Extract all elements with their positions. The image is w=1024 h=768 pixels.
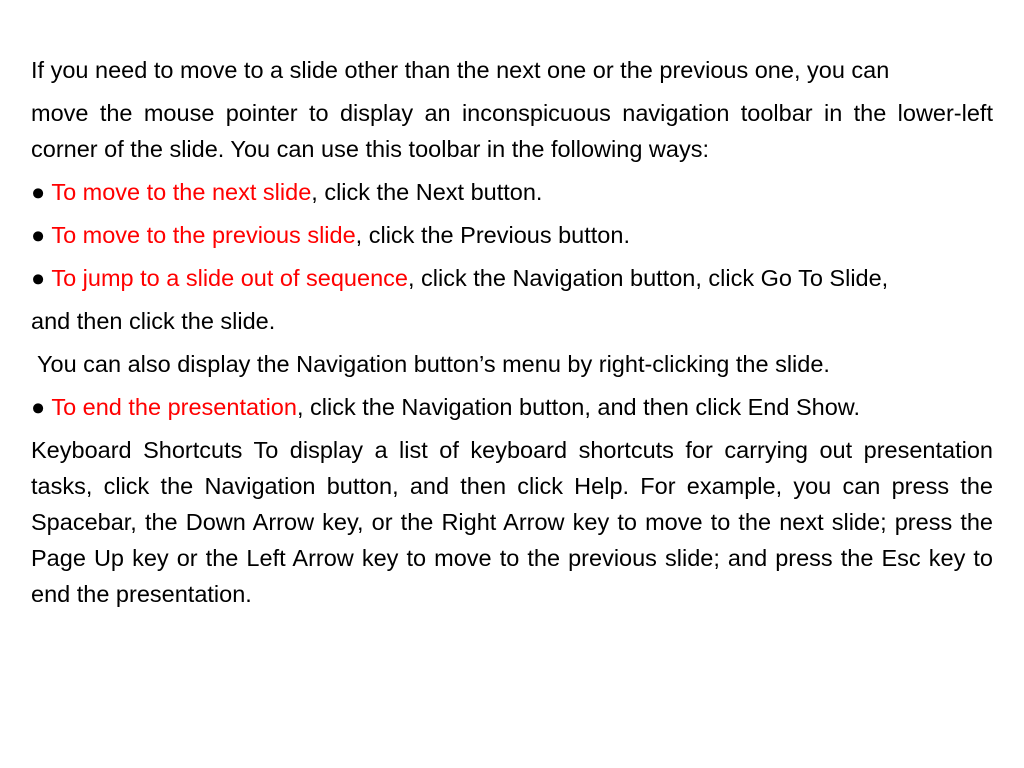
intro-paragraph: If you need to move to a slide other than the next one or the previous one, you can	[31, 57, 890, 83]
bullet-highlight: To move to the next slide	[51, 179, 312, 205]
keyboard-shortcuts-paragraph: Keyboard Shortcuts To display a list of keyboard shortcuts for carrying out presentation tasks, click the Navigation button, and then click Help. For example, you can press the Spacebar, the Down Arrow key, or the Right Arrow key to move to the next slide; press the Page Up key or the Left Arrow key to move to the previous slide; and press the Esc key to end the presentation.	[31, 437, 993, 607]
bullet-end-presentation	[31, 389, 993, 425]
slide-content	[31, 52, 993, 619]
bullet-highlight: To move to the previous slide	[51, 222, 356, 248]
bullet-next-slide	[31, 174, 993, 210]
toolbar-paragraph: move the mouse pointer to display an inconspicuous navigation toolbar in the lower-left corner of the slide. You can use this toolbar in the following ways:	[31, 100, 993, 162]
then-click-paragraph: and then click the slide.	[31, 308, 276, 334]
bullet-marker: ●	[31, 179, 46, 205]
bullet-text: , click the Navigation button, click Go To Slide,	[407, 265, 889, 291]
navigation-menu-paragraph: You can also display the Navigation button’s menu by right-clicking the slide.	[37, 351, 830, 377]
bullet-highlight: To end the presentation	[51, 394, 297, 420]
bullet-text: , click the Previous button.	[355, 222, 630, 248]
bullet-highlight: To jump to a slide out of sequence	[51, 265, 408, 291]
bullet-previous-slide	[31, 217, 993, 253]
bullet-text: , click the Navigation button, and then click End Show.	[296, 394, 860, 420]
bullet-marker: ●	[31, 222, 46, 248]
bullet-marker: ●	[31, 394, 46, 420]
bullet-marker: ●	[31, 265, 46, 291]
bullet-jump-slide	[31, 260, 993, 296]
bullet-text: , click the Next button.	[311, 179, 543, 205]
